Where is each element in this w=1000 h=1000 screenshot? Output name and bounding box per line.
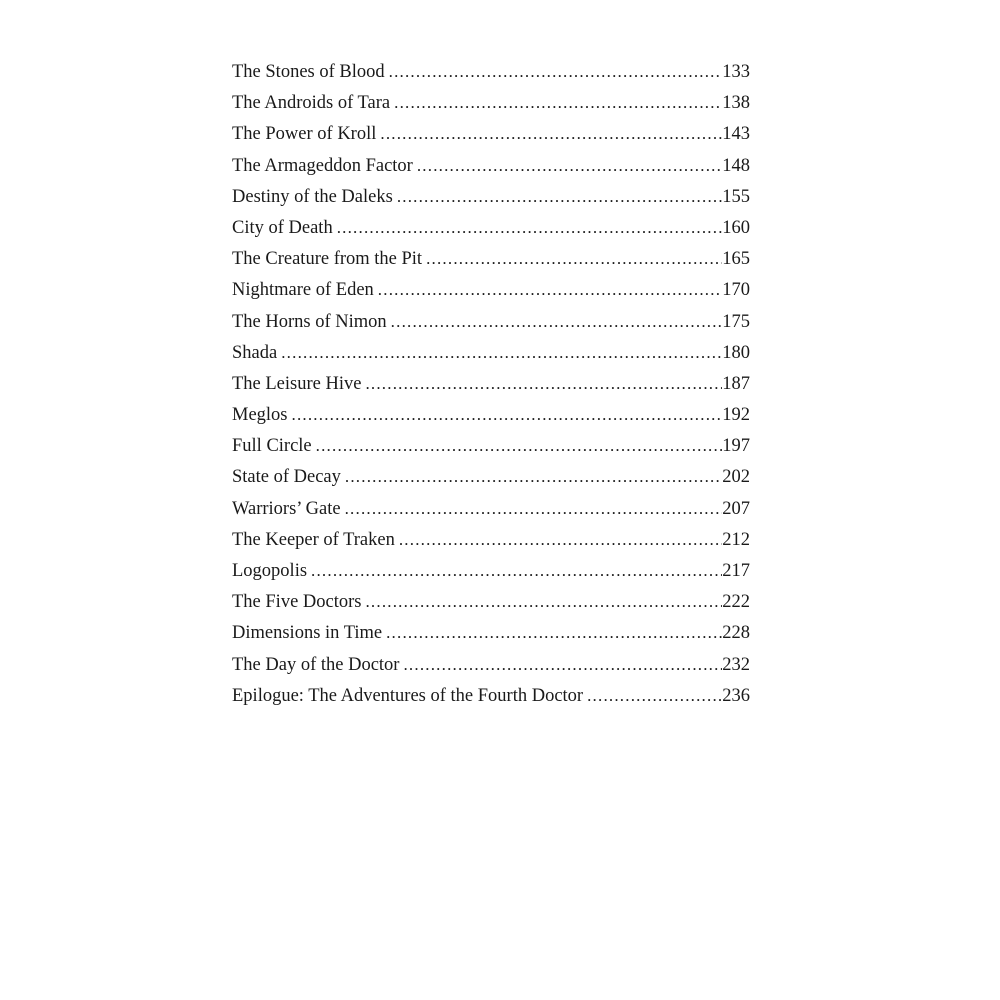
toc-entry-page-number: 155 [722, 186, 750, 207]
toc-entry-page-number: 197 [722, 436, 750, 457]
toc-entry-title: Shada [232, 342, 278, 363]
toc-entry [232, 374, 750, 405]
toc-entry [232, 686, 750, 717]
toc-entry-leader-dots [365, 374, 722, 395]
toc-entry-title: Logopolis [232, 561, 308, 581]
toc-entry-leader-dots [345, 467, 722, 488]
toc-entry-leader-dots [391, 312, 723, 333]
toc-entry-title: The Keeper of Traken [232, 529, 395, 550]
toc-entry [232, 249, 750, 280]
toc-entry [232, 218, 750, 249]
toc-entry-page-number: 138 [722, 93, 750, 114]
toc-entry-page-number: 165 [722, 249, 750, 270]
toc-entry-page-number: 207 [722, 498, 750, 519]
toc-entry [232, 499, 750, 530]
toc-entry-title: Warriors’ Gate [232, 498, 341, 519]
toc-entry [232, 62, 750, 93]
toc-entry-title: Destiny of the Daleks [232, 186, 393, 207]
toc-entry [232, 280, 750, 311]
toc-entry-title: Dimensions in Time [232, 623, 383, 644]
toc-entry-title: Full Circle [232, 436, 312, 457]
toc-entry [232, 343, 750, 374]
toc-entry-page-number: 202 [722, 467, 750, 488]
toc-entry [232, 530, 750, 561]
toc-entry-leader-dots [345, 499, 723, 520]
toc-entry [232, 467, 750, 498]
toc-entry [232, 561, 750, 592]
toc-entry [232, 156, 750, 187]
toc-entry-leader-dots [389, 62, 723, 83]
toc-entry-leader-dots [394, 93, 722, 114]
toc-entry-page-number: 232 [722, 654, 750, 675]
toc-entry-title: Meglos [232, 405, 288, 426]
toc-entry-page-number: 222 [722, 592, 750, 613]
toc-entry-leader-dots [426, 249, 722, 270]
toc-entry-title: Epilogue: The Adventures of the Fourth Doctor [232, 685, 584, 706]
toc-entry-page-number: 212 [722, 529, 750, 550]
toc-entry [232, 124, 750, 155]
toc-entry-title: The Androids of Tara [232, 93, 391, 114]
toc-entry-title: The Five Doctors [232, 592, 362, 613]
toc-entry-title: The Horns of Nimon [232, 311, 387, 332]
toc-entry-leader-dots [378, 280, 722, 301]
toc-entry-leader-dots [365, 592, 722, 613]
toc-entry-page-number: 170 [722, 280, 750, 301]
toc-entry [232, 655, 750, 686]
toc-entry-leader-dots [399, 530, 722, 551]
toc-entry-page-number: 228 [722, 623, 750, 644]
toc-entry-leader-dots [587, 686, 722, 707]
toc-entry-page-number: 236 [722, 685, 750, 706]
toc-entry-leader-dots [397, 187, 722, 208]
toc-entry-title: The Creature from the Pit [232, 249, 423, 270]
toc-entry-leader-dots [380, 124, 722, 145]
toc-entry-leader-dots [311, 561, 722, 582]
toc-entry-title: The Stones of Blood [232, 62, 385, 82]
toc-entry-title: The Armageddon Factor [232, 155, 413, 176]
toc-entry-leader-dots [337, 218, 723, 239]
toc-entry-title: State of Decay [232, 467, 341, 488]
toc-entry-title: The Day of the Doctor [232, 654, 400, 675]
toc-entry [232, 623, 750, 654]
toc-entry-page-number: 143 [722, 124, 750, 145]
toc-entry-title: Nightmare of Eden [232, 280, 374, 301]
toc-entry-page-number: 217 [722, 561, 750, 581]
toc-entry-page-number: 192 [722, 405, 750, 426]
toc-entry-page-number: 180 [722, 342, 750, 363]
toc-entry-page-number: 160 [722, 217, 750, 238]
toc-entry [232, 312, 750, 343]
toc-entry-page-number: 148 [722, 155, 750, 176]
toc-entry [232, 436, 750, 467]
toc-entry [232, 592, 750, 623]
toc-entry-title: City of Death [232, 217, 333, 238]
toc-entry-leader-dots [292, 405, 723, 426]
toc-entry-title: The Power of Kroll [232, 124, 377, 145]
toc-entry-leader-dots [316, 436, 723, 457]
toc-entry-leader-dots [386, 623, 722, 644]
toc-entry [232, 405, 750, 436]
toc-entry [232, 93, 750, 124]
toc-entry-page-number: 187 [722, 373, 750, 394]
toc-entry-leader-dots [403, 655, 722, 676]
toc-entry-leader-dots [281, 343, 722, 364]
toc-entry-page-number: 175 [722, 311, 750, 332]
toc-entry-page-number: 133 [722, 62, 750, 82]
toc-list [232, 62, 750, 717]
toc-entry [232, 187, 750, 218]
toc-entry-title: The Leisure Hive [232, 373, 362, 394]
toc-entry-leader-dots [417, 156, 722, 177]
